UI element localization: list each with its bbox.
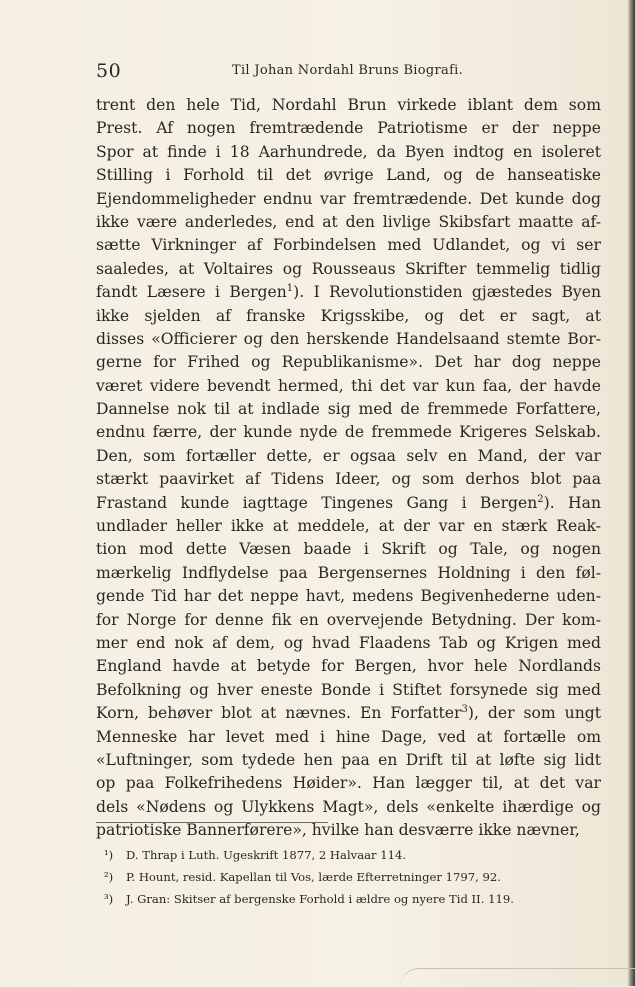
page-header: [0, 58, 635, 88]
text-line: Prest. Af nogen fremtrædende Patriotisme er der neppe: [96, 119, 601, 138]
text-line: tion mod dette Væsen baade i Skrift og Tale, og nogen: [96, 540, 601, 559]
text-line: op paa Folkefrihedens Høider». Han lægger til, at det var: [96, 774, 601, 793]
footnote-text: D. Thrap i Luth. Ugeskrift 1877, 2 Halvaar 114.: [126, 848, 407, 862]
footnote-text: J. Gran: Skitser af bergenske Forhold i ældre og nyere Tid II. 119.: [126, 892, 514, 906]
text-line: Befolkning og hver eneste Bonde i Stiftet forsynede sig med: [96, 680, 601, 699]
text-line: gende Tid har det neppe havt, medens Begivenhederne uden-: [96, 587, 601, 606]
text-line: Den, som fortæller dette, er ogsaa selv en Mand, der var: [96, 446, 601, 465]
footnote-text: P. Hount, resid. Kapellan til Vos, lærde Efterretninger 1797, 92.: [126, 870, 501, 884]
text-line: Stilling i Forhold til det øvrige Land, og de hanseatiske: [96, 166, 601, 185]
text-line: undlader heller ikke at meddele, at der var en stærk Reak-: [96, 517, 601, 536]
text-line: endnu færre, der kunde nyde de fremmede Krigeres Selskab.: [96, 423, 601, 442]
text-line: ikke sjelden af franske Krigsskibe, og det er sagt, at: [96, 306, 601, 325]
text-line: Korn, behøver blot at nævnes. En Forfatter$^3$), der som ungt: [96, 704, 601, 723]
text-line: sætte Virkninger af Forbindelsen med Udlandet, og vi ser: [96, 236, 601, 255]
text-line: Menneske har levet med i hine Dage, ved at fortælle om: [96, 727, 601, 746]
text-line: Spor at finde i 18 Aarhundrede, da Byen indtog en isoleret: [96, 142, 601, 161]
text-line: «Luftninger, som tydede hen paa en Drift til at løfte sig lidt: [96, 750, 601, 769]
text-line: England havde at betyde for Bergen, hvor hele Nordlands: [96, 657, 601, 676]
text-line: ikke være anderledes, end at den livlige Skibsfart maatte af-: [96, 212, 601, 231]
text-line: Dannelse nok til at indlade sig med de fremmede Forfattere,: [96, 400, 601, 419]
page-edge-shadow: [628, 0, 635, 986]
footnote-mark: ²): [104, 870, 114, 884]
footnote-reference: 2: [537, 493, 544, 505]
footnote: [104, 866, 594, 888]
body-text: [96, 94, 601, 843]
footnote-reference: 3: [461, 704, 468, 716]
text-line: dels «Nødens og Ulykkens Magt», dels «enkelte ihærdige og: [96, 797, 601, 816]
footnote-mark: ³): [104, 892, 114, 906]
footnote-divider: [96, 822, 328, 823]
text-line: Ejendommeligheder endnu var fremtrædende. Det kunde dog: [96, 189, 601, 208]
running-title: Til Johan Nordahl Bruns Biografi.: [232, 63, 464, 78]
footnote-reference: 1: [286, 283, 294, 295]
text-line: mærkelig Indflydelse paa Bergensernes Holdning i den føl-: [96, 563, 601, 582]
text-line: Frastand kunde iagttage Tingenes Gang i Bergen$^2$). Han: [96, 493, 601, 512]
page-fold-mark: [400, 968, 635, 987]
footnote: [104, 844, 594, 866]
page-number: 50: [96, 60, 122, 82]
text-line: saaledes, at Voltaires og Rousseaus Skrifter temmelig tidlig: [96, 259, 601, 278]
text-line: været videre bevendt hermed, thi det var kun faa, der havde: [96, 376, 601, 395]
footnotes: [104, 844, 594, 910]
text-line: mer end nok af dem, og hvad Flaadens Tab og Krigen med: [96, 633, 601, 652]
text-line: disses «Officierer og den herskende Handelsaand stemte Bor-: [96, 329, 601, 348]
text-line: fandt Læsere i Bergen$^1$). I Revolutionstiden gjæstedes Byen: [96, 283, 601, 302]
text-line: stærkt paavirket af Tidens Ideer, og som derhos blot paa: [96, 470, 601, 489]
text-line: trent den hele Tid, Nordahl Brun virkede iblant dem som: [96, 96, 601, 114]
text-line: gerne for Frihed og Republikanisme». Det har dog neppe: [96, 353, 601, 372]
footnote: [104, 888, 594, 910]
text-line: patriotiske Bannerførere», hvilke han desværre ikke nævner,: [96, 821, 580, 840]
footnote-mark: ¹): [104, 848, 114, 862]
text-line: for Norge for denne fik en overvejende Betydning. Der kom-: [96, 610, 601, 629]
